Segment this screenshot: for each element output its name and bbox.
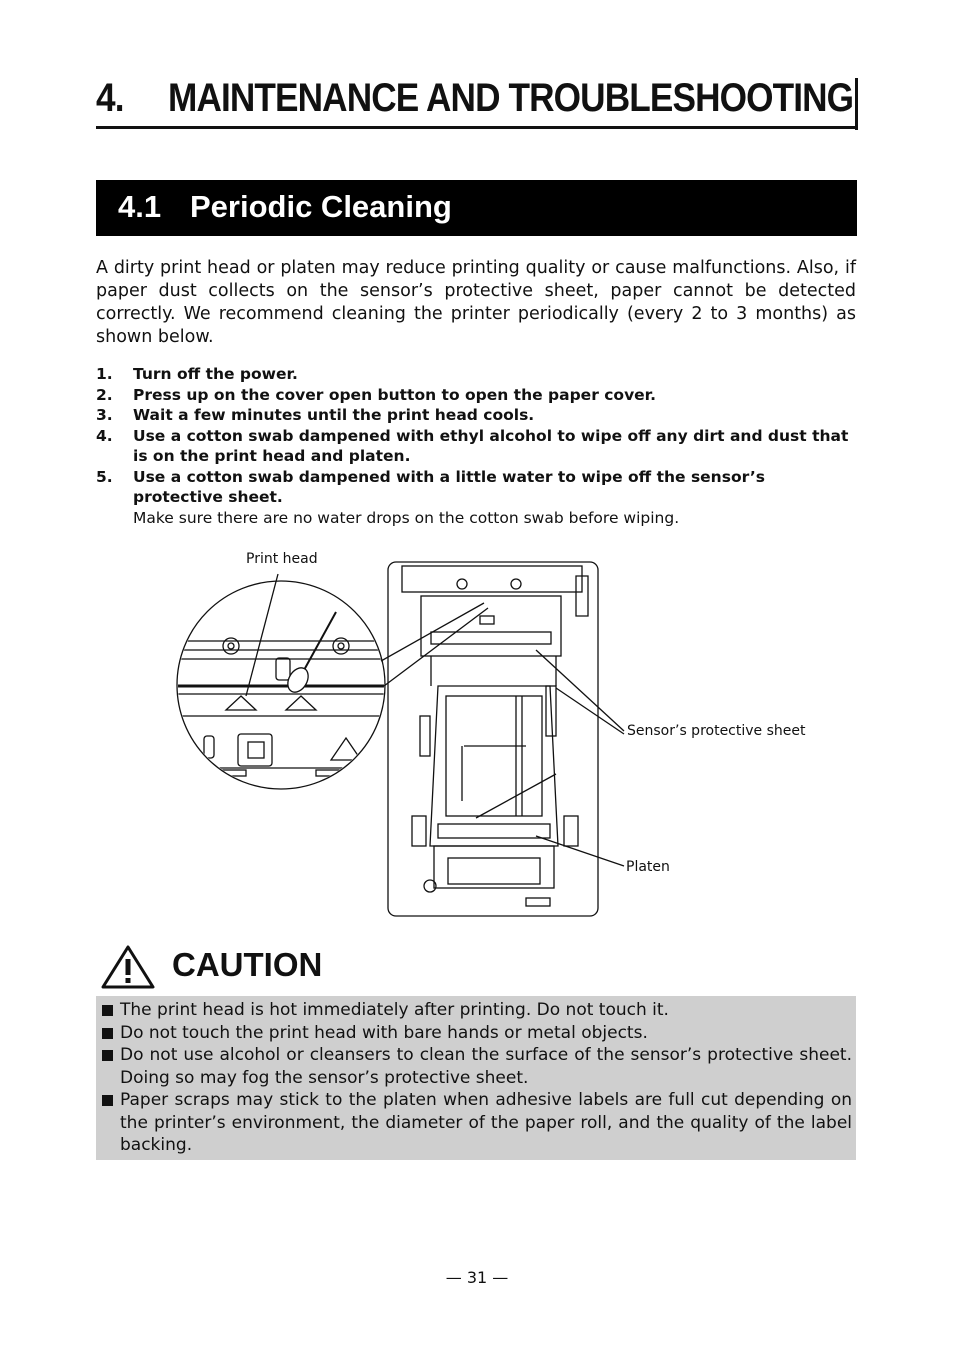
step-item [96,385,856,406]
step-number: 1. [96,365,113,383]
caution-heading [100,944,500,994]
caution-text: The print head is hot immediately after printing. Do not touch it. [120,1000,669,1020]
chapter-heading [96,72,856,129]
bullet-square-icon [102,1005,113,1016]
step-text: Press up on the cover open button to open the paper cover. [133,385,657,404]
printer-cleaning-figure [176,546,836,928]
step-number: 5. [96,467,113,486]
chapter-heading-bar [855,78,858,130]
step-text: Turn off the power. [133,365,298,383]
caution-title: CAUTION [172,946,323,983]
label-platen: Platen [626,859,670,875]
step-number: 2. [96,385,113,404]
section-title: Periodic Cleaning [190,189,452,224]
bullet-square-icon [102,1028,113,1039]
caution-item [102,999,852,1022]
bullet-square-icon [102,1050,113,1061]
step-item [96,426,856,467]
caution-box [96,996,856,1160]
label-sensor-sheet: Sensor’s protective sheet [627,723,806,739]
bullet-square-icon [102,1095,113,1106]
intro-paragraph: A dirty print head or platen may reduce printing quality or cause malfunctions. Also, if paper dust collects on the sensor’s protective sheet, paper cannot be detected correctly. We recommend cleaning the printer periodically (every 2 to 3 months) as shown below. [96,258,856,347]
step-item [96,405,856,426]
label-print-head: Print head [246,551,318,567]
caution-text: Do not touch the print head with bare hands or metal objects. [120,1022,648,1043]
caution-text: Do not use alcohol or cleansers to clean the surface of the sensor’s protective sheet. Doing so may fog the sensor’s protective sheet. [120,1045,852,1088]
caution-item [102,1022,852,1045]
step-text: Wait a few minutes until the print head cools. [133,406,535,424]
caution-item [102,1089,852,1157]
step-number: 4. [96,426,113,445]
step-text: Use a cotton swab dampened with ethyl alcohol to wipe off any dirt and dust that is on the print head and platen. [133,426,849,465]
page-number: — 31 — [445,1268,509,1287]
step-item [96,364,856,385]
section-heading [96,180,857,236]
step-note: Make sure there are no water drops on the cotton swab before wiping. [133,508,680,527]
caution-item [102,1044,852,1089]
step-text: Use a cotton swab dampened with a little water to wipe off the sensor’s protective sheet. [133,467,765,506]
step-number: 3. [96,406,113,424]
warning-triangle-icon [100,944,156,990]
chapter-title: MAINTENANCE AND TROUBLESHOOTING [168,76,854,120]
chapter-number: 4. [96,76,124,120]
caution-list [102,999,852,1157]
step-item [96,467,856,529]
section-number: 4.1 [118,189,162,224]
cleaning-steps [96,364,856,528]
caution-text: Paper scraps may stick to the platen when adhesive labels are full cut depending on the printer’s environment, the diameter of the paper roll, and the quality of the label backing. [120,1090,852,1155]
